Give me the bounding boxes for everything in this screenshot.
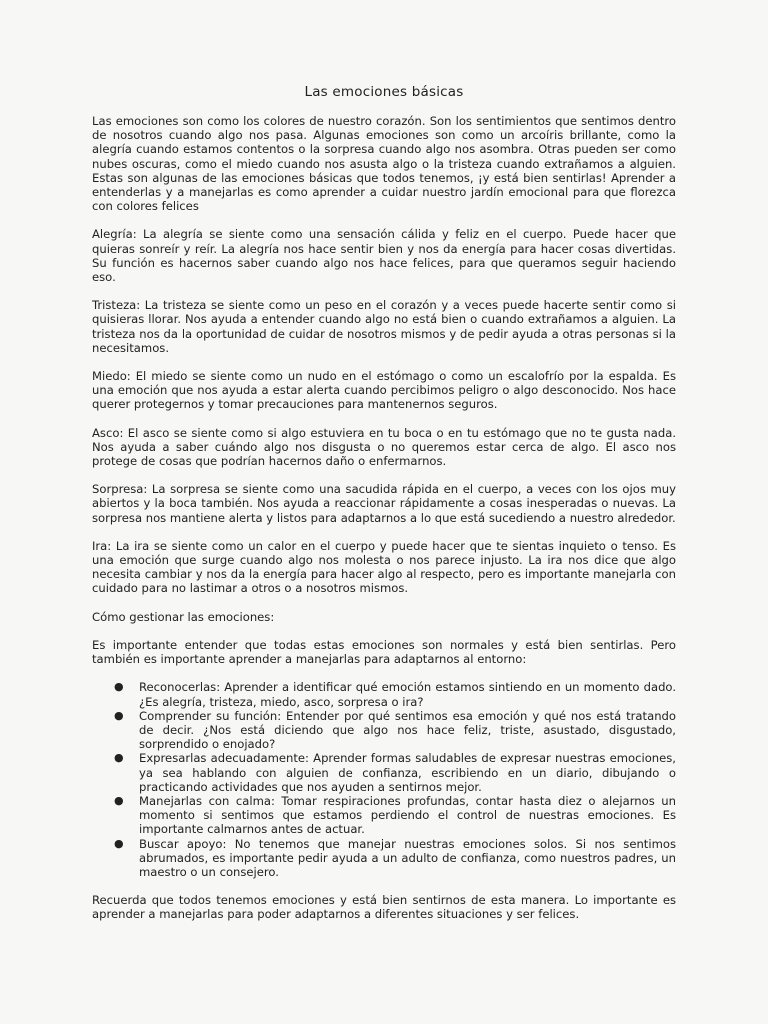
list-item <box>114 793 676 837</box>
list-item-text: Manejarlas con calma: Tomar respiraciones profundas, contar hasta diez o alejarnos un momento si sentimos que estamos perdiendo el control de nuestras emociones. Es importante calmarnos antes de actuar. <box>139 793 676 837</box>
closing-paragraph: Recuerda que todos tenemos emociones y está bien sentirnos de esta manera. Lo importante es aprender a manejarlas para poder adaptarnos a diferentes situaciones y ser felices. <box>92 893 676 922</box>
bullet-icon: ● <box>114 708 124 722</box>
list-item-text: Reconocerlas: Aprender a identificar qué emoción estamos sintiendo en un momento dado. ¿Es alegría, tristeza, miedo, asco, sorpresa o ira? <box>139 680 676 709</box>
gestion-intro-paragraph: Es importante entender que todas estas emociones son normales y está bien sentirlas. Pero también es importante aprender a manejarlas para adaptarnos al entorno: <box>92 637 676 667</box>
bullet-icon: ● <box>114 680 124 694</box>
list-item-text: Buscar apoyo: No tenemos que manejar nuestras emociones solos. Si nos sentimos abrumados, es importante pedir ayuda a un adulto de confianza, como nuestros padres, un maestro o un consejero. <box>139 836 676 879</box>
list-item <box>114 708 676 752</box>
intro-paragraph: Las emociones son como los colores de nuestro corazón. Son los sentimientos que sentimos dentro de nosotros cuando algo nos pasa. Algunas emociones son como un arcoíris brillante, como la alegría cuando estamos contentos o la sorpresa cuando algo nos asombra. Otras pueden ser como nubes oscuras, como el miedo cuando nos asusta algo o la tristeza cuando extrañamos a alguien. Estas son algunas de las emociones básicas que todos tenemos, ¡y está bien sentirlas! Aprender a entenderlas y a manejarlas es como aprender a cuidar nuestro jardín emocional para que florezca con colores felices <box>92 114 676 214</box>
sorpresa-paragraph: Sorpresa: La sorpresa se siente como una sacudida rápida en el cuerpo, a veces con los ojos muy abiertos y la boca también. Nos ayuda a reaccionar rápidamente a cosas inesperadas o nuevas. La sorpresa nos mantiene alerta y listos para adaptarnos a lo que está sucediendo a nuestro alrededor. <box>92 482 676 525</box>
bullet-icon: ● <box>114 751 124 765</box>
asco-paragraph: Asco: El asco se siente como si algo estuviera en tu boca o en tu estómago que no te gusta nada. Nos ayuda a saber cuándo algo nos disgusta o no queremos estar cerca de algo. El asco nos protege de cosas que podrían hacernos daño o enfermarnos. <box>92 425 676 469</box>
alegria-paragraph: Alegría: La alegría se siente como una sensación cálida y feliz en el cuerpo. Puede hacer que quieras sonreír y reír. La alegría nos hace sentir bien y nos da energía para hacer cosas divertidas. Su función es hacernos saber cuando algo nos hace felices, para que queramos seguir haciendo eso. <box>92 227 676 285</box>
ira-paragraph: Ira: La ira se siente como un calor en el cuerpo y puede hacer que te sientas inquieto o tenso. Es una emoción que surge cuando algo nos molesta o nos parece injusto. La ira nos dice que algo necesita cambiar y nos da la energía para hacer algo al respecto, pero es importante manejarla con cuidado para no lastimar a otros o a nosotros mismos. <box>92 538 676 596</box>
gestion-heading: Cómo gestionar las emociones: <box>92 609 275 624</box>
tristeza-paragraph: Tristeza: La tristeza se siente como un peso en el corazón y a veces puede hacerte sentir como si quisieras llorar. Nos ayuda a entender cuando algo no está bien o cuando extrañamos a alguien. La tristeza nos da la oportunidad de cuidar de nosotros mismos y de pedir ayuda a otras personas si la necesitamos. <box>92 298 676 355</box>
bullet-icon: ● <box>114 793 124 807</box>
list-item <box>114 680 676 709</box>
gestion-list <box>92 680 676 879</box>
miedo-paragraph: Miedo: El miedo se siente como un nudo en el estómago o como un escalofrío por la espalda. Es una emoción que nos ayuda a estar alerta cuando percibimos peligro o algo desconocido. Nos hace querer protegernos y tomar precauciones para mantenernos seguros. <box>92 369 676 412</box>
bullet-icon: ● <box>114 836 124 850</box>
list-item-text: Comprender su función: Entender por qué sentimos esa emoción y qué nos está tratando de decir. ¿Nos está diciendo que algo nos hace feliz, triste, asustado, disgustado, sorprendido o enojado? <box>139 708 676 752</box>
list-item-text: Expresarlas adecuadamente: Aprender formas saludables de expresar nuestras emociones, ya sea hablando con alguien de confianza, escribiendo en un diario, dibujando o practicando actividades que nos ayuden a sentirnos mejor. <box>139 751 676 794</box>
page-title: Las emociones básicas <box>304 84 464 100</box>
list-item <box>114 836 676 880</box>
list-item <box>114 751 676 794</box>
